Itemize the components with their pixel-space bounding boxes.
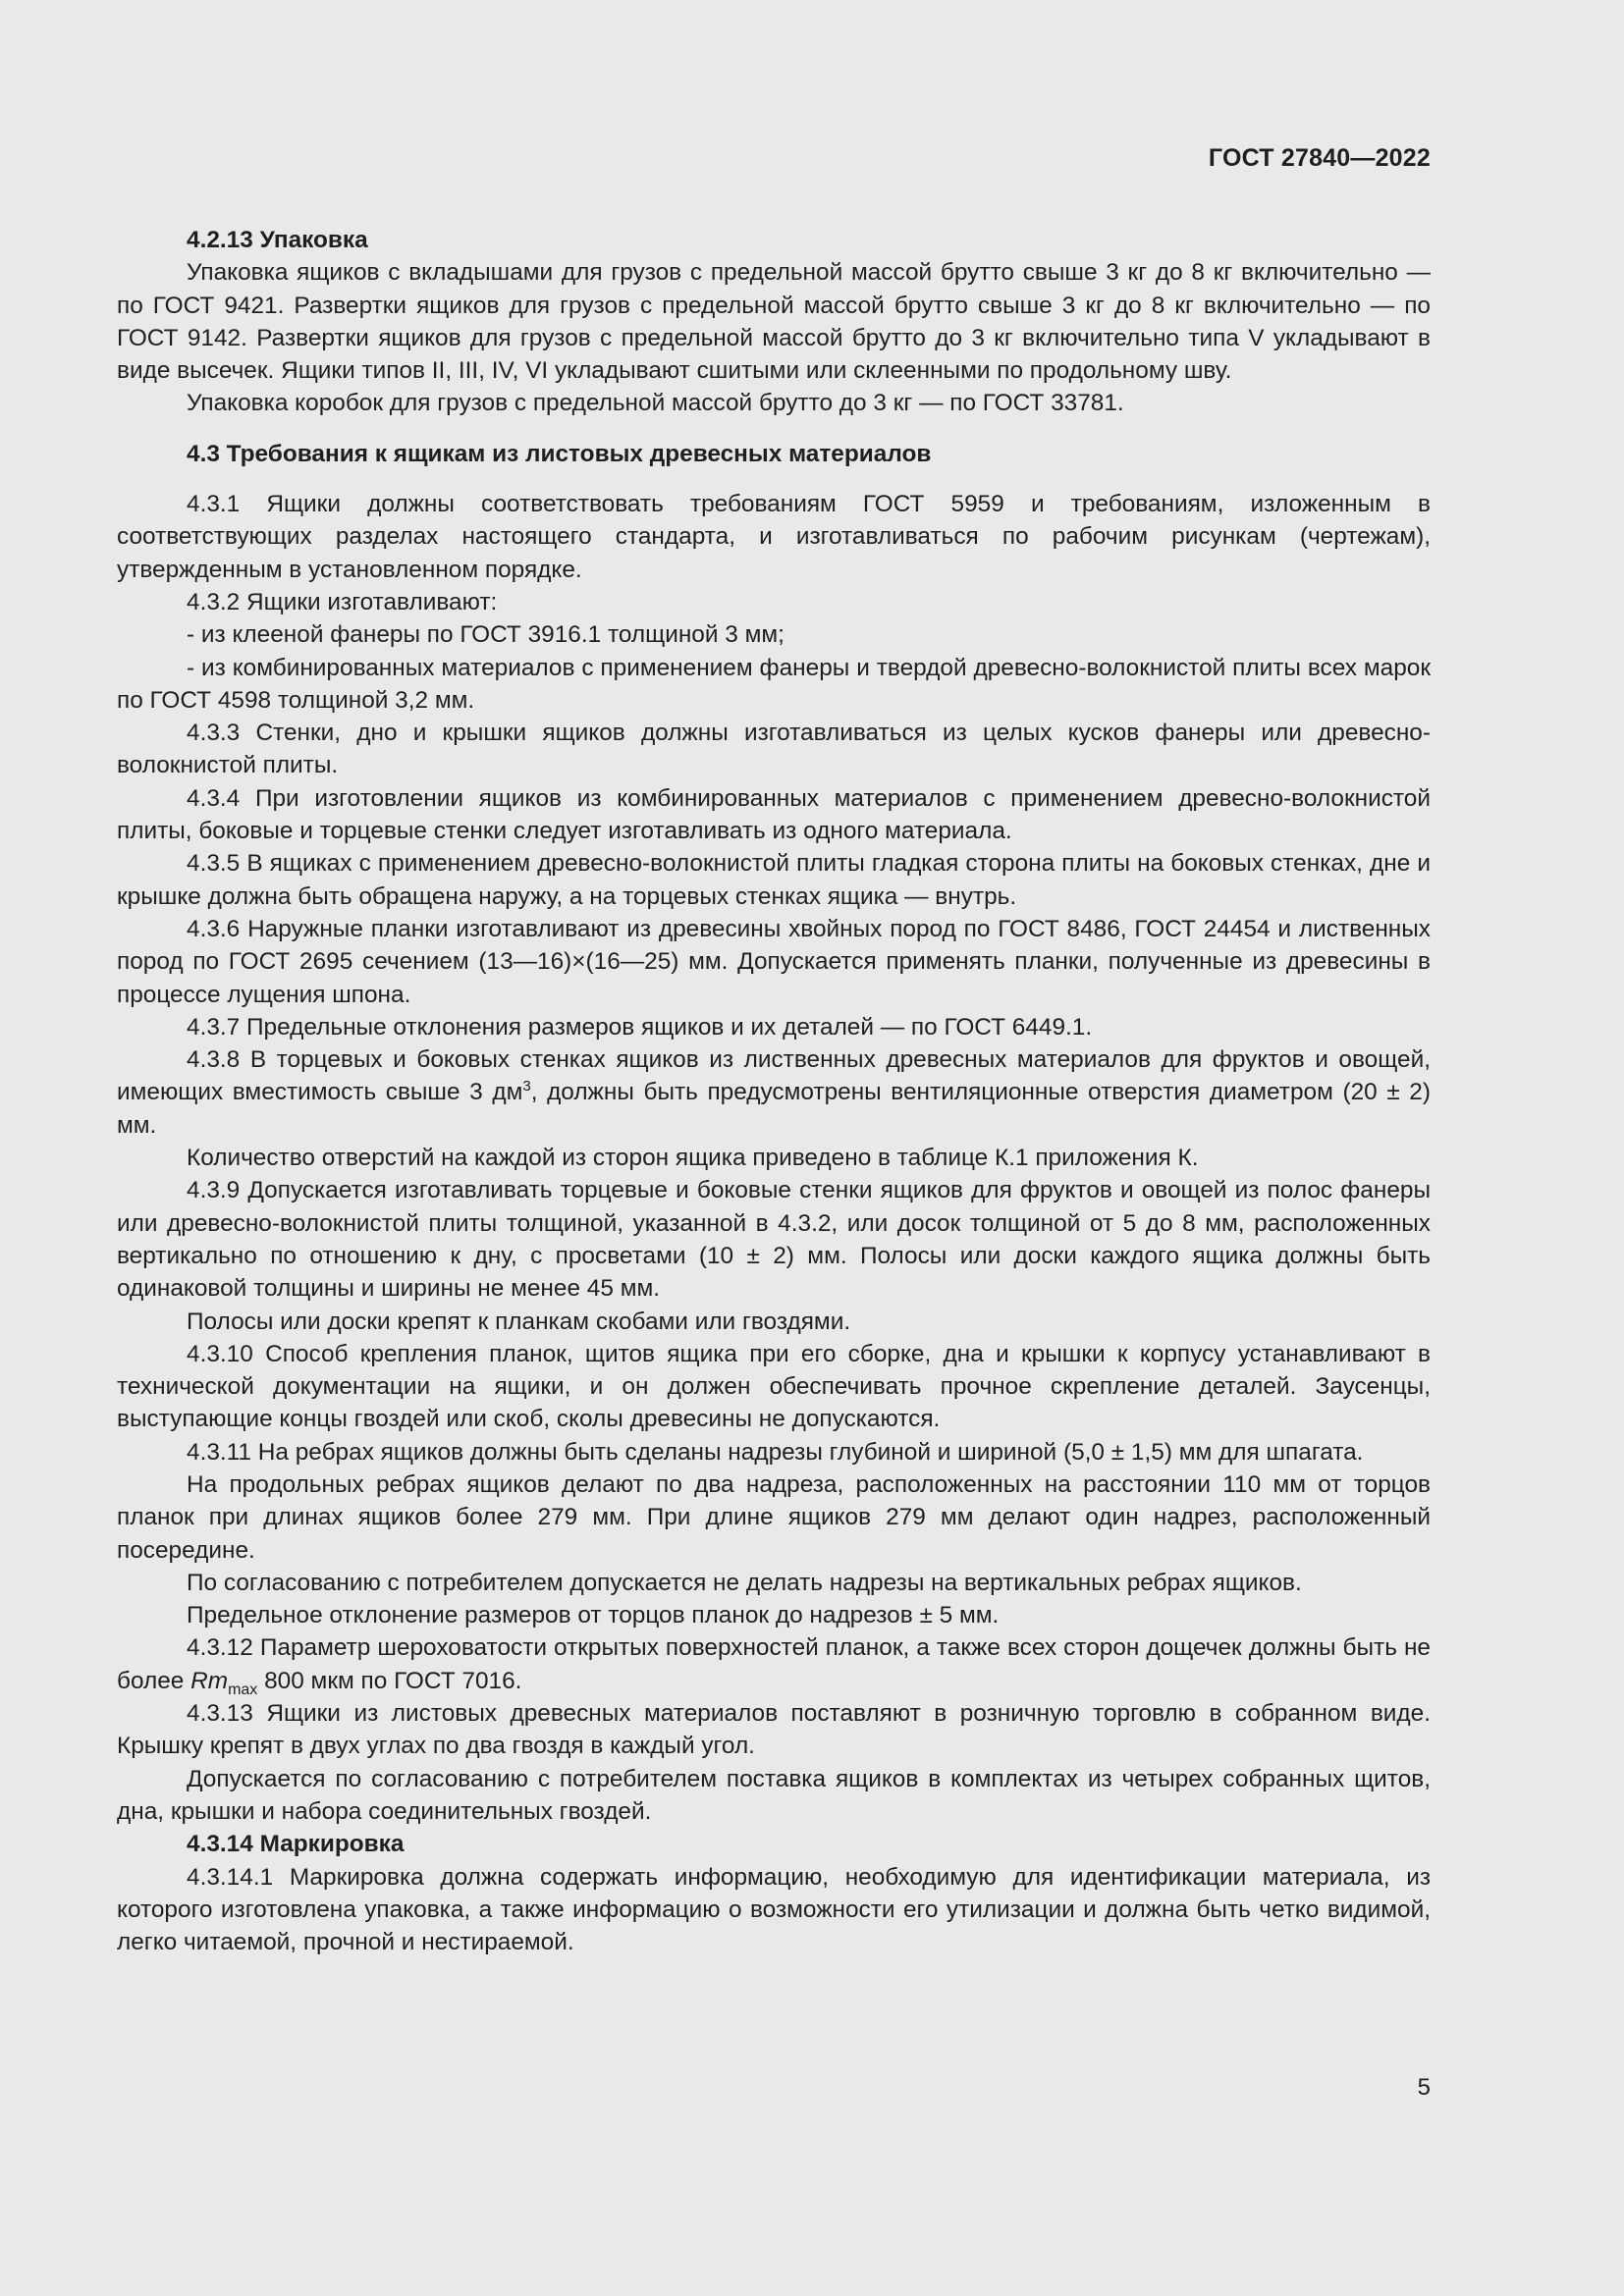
paragraph-4-3-2: 4.3.2 Ящики изготавливают: bbox=[187, 588, 498, 615]
paragraph-4-3-3: 4.3.3 Стенки, дно и крышки ящиков должны изготавливаться из целых кусков фанеры или древесно-волокнистой плиты. bbox=[117, 720, 1431, 779]
page-number: 5 bbox=[1417, 2074, 1431, 2101]
text-run: , должны быть предусмотрены вентиляционные отверстия диаметром (20 ± 2) мм. bbox=[117, 1079, 1431, 1139]
subscript: max bbox=[228, 1681, 258, 1698]
paragraph: Полосы или доски крепят к планкам скобами или гвоздями. bbox=[187, 1308, 851, 1335]
text-run: 4.3.12 Параметр шероховатости открытых поверхностей планок, а также всех сторон дощечек должны быть не более bbox=[117, 1634, 1431, 1694]
paragraph-4-3-4: 4.3.4 При изготовлении ящиков из комбинированных материалов с применением древесно-волокнистой плиты, боковые и торцевые стенки следует изготавливать из одного материала. bbox=[117, 784, 1431, 845]
text-run: 800 мкм по ГОСТ 7016. bbox=[257, 1667, 522, 1694]
paragraph-4-3-9: 4.3.9 Допускается изготавливать торцевые и боковые стенки ящиков для фруктов и овощей из полос фанеры или древесно-волокнистой плиты толщиной, указанной в 4.3.2, или досок толщиной от 5 до 8 мм, расположенных вертикально по отношению к дну, с просветами (10 ± 2) мм. Полосы или доски каждого ящика должны быть одинаковой толщины и ширины не менее 45 мм. bbox=[117, 1177, 1431, 1303]
paragraph-4-3-1: 4.3.1 Ящики должны соответствовать требованиям ГОСТ 5959 и требованиям, изложенным в соответствующих разделах настоящего стандарта, и изготавливаться по рабочим рисункам (чертежам), утвержденным в установленном порядке. bbox=[117, 491, 1431, 583]
paragraph-4-3-6: 4.3.6 Наружные планки изготавливают из древесины хвойных пород по ГОСТ 8486, ГОСТ 24454 и лиственных пород по ГОСТ 2695 сечением (13—16)×(16—25) мм. Допускается применять планки, полученные из древесины в процессе лущения шпона. bbox=[117, 915, 1431, 1008]
document-body bbox=[117, 224, 1431, 1958]
paragraph: По согласованию с потребителем допускается не делать надрезы на вертикальных ребрах ящиков. bbox=[187, 1569, 1302, 1596]
text-run: 4.3.8 В торцевых и боковых стенках ящиков из лиственных древесных материалов для фруктов и овощей, имеющих вместимость свыше 3 дм bbox=[117, 1046, 1431, 1106]
paragraph-4-3-11: 4.3.11 На ребрах ящиков должны быть сделаны надрезы глубиной и шириной (5,0 ± 1,5) мм для шпагата. bbox=[187, 1438, 1364, 1466]
paragraph-4-3-12 bbox=[117, 1631, 1431, 1697]
section-heading-4-3-14: 4.3.14 Маркировка bbox=[187, 1831, 405, 1858]
paragraph-4-3-7: 4.3.7 Предельные отклонения размеров ящиков и их деталей — по ГОСТ 6449.1. bbox=[187, 1013, 1093, 1041]
paragraph-4-3-5: 4.3.5 В ящиках с применением древесно-волокнистой плиты гладкая сторона плиты на боковых стенках, дне и крышке должна быть обращена наружу, а на торцевых стенках ящика — внутрь. bbox=[117, 850, 1431, 910]
paragraph: Предельное отклонение размеров от торцов планок до надрезов ± 5 мм. bbox=[187, 1602, 1000, 1629]
list-item: - из клееной фанеры по ГОСТ 3916.1 толщиной 3 мм; bbox=[187, 621, 785, 649]
paragraph-4-3-13: 4.3.13 Ящики из листовых древесных материалов поставляют в розничную торговлю в собранном виде. Крышку крепят в двух углах по два гвоздя в каждый угол. bbox=[117, 1700, 1431, 1760]
section-heading-4-3: 4.3 Требования к ящикам из листовых древесных материалов bbox=[187, 440, 932, 467]
paragraph-4-3-10: 4.3.10 Способ крепления планок, щитов ящика при его сборке, дна и крышки к корпусу устанавливают в технической документации на ящики, и он должен обеспечивать прочное скрепление деталей. Заусенцы, выступающие концы гвоздей или скоб, сколы древесины не допускаются. bbox=[117, 1340, 1431, 1433]
list-item: - из комбинированных материалов с применением фанеры и твердой древесно-волокнистой плиты всех марок по ГОСТ 4598 толщиной 3,2 мм. bbox=[117, 654, 1431, 714]
paragraph: Упаковка коробок для грузов с предельной массой брутто до 3 кг — по ГОСТ 33781. bbox=[187, 390, 1124, 417]
document-code: ГОСТ 27840—2022 bbox=[1208, 144, 1431, 172]
superscript: 3 bbox=[522, 1078, 531, 1095]
paragraph: На продольных ребрах ящиков делают по два надреза, расположенных на расстоянии 110 мм от торцов планок при длинах ящиков более 279 мм. При длине ящиков 279 мм делают один надрез, расположенный посередине. bbox=[117, 1470, 1431, 1564]
paragraph-4-3-8 bbox=[117, 1043, 1431, 1142]
paragraph-4-3-14-1: 4.3.14.1 Маркировка должна содержать информацию, необходимую для идентификации материала, из которого изготовлена упаковка, а также информацию о возможности его утилизации и должна быть четко видимой, легко читаемой, прочной и нестираемой. bbox=[117, 1863, 1431, 1956]
paragraph: Количество отверстий на каждой из сторон ящика приведено в таблице К.1 приложения К. bbox=[187, 1145, 1199, 1172]
paragraph: Упаковка ящиков с вкладышами для грузов с предельной массой брутто свыше 3 кг до 8 кг включительно — по ГОСТ 9421. Развертки ящиков для грузов с предельной массой брутто свыше 3 кг до 8 кг включительно — по ГОСТ 9142. Развертки ящиков для грузов с предельной массой брутто до 3 кг включительно типа V укладывают в виде высечек. Ящики типов II, III, IV, VI укладывают сшитыми или склеенными по продольному шву. bbox=[117, 259, 1431, 385]
section-heading-4-2-13: 4.2.13 Упаковка bbox=[187, 227, 368, 253]
symbol-rm: Rm bbox=[190, 1667, 229, 1694]
paragraph: Допускается по согласованию с потребителем поставка ящиков в комплектах из четырех собранных щитов, дна, крышки и набора соединительных гвоздей. bbox=[117, 1765, 1431, 1825]
